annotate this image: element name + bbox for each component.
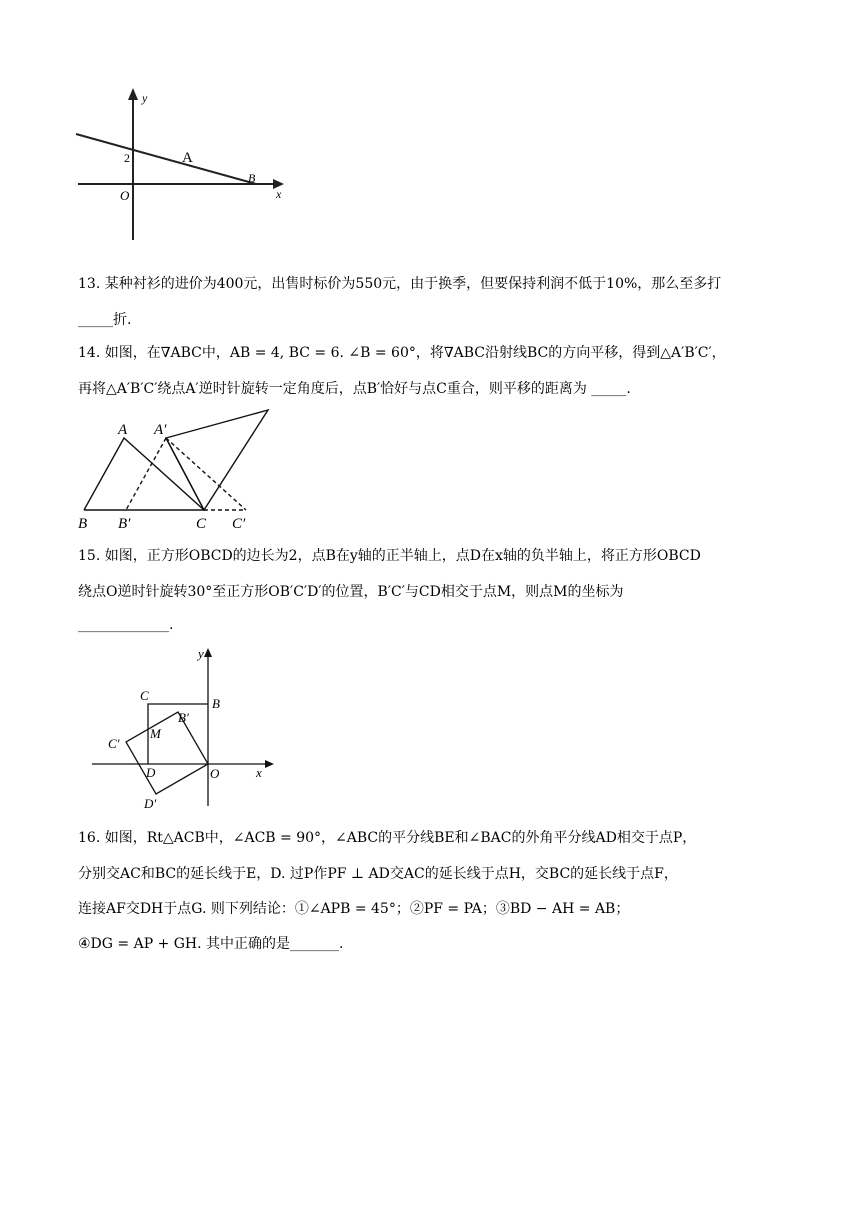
y-axis-arrow [204,648,212,657]
label-o: O [120,188,130,203]
q14-line1: 14. 如图，在∇ABC中，AB = 4, BC = 6. ∠B = 60°，将∇ABC沿射线BC的方向平移，得到△A′B′C′， [78,345,726,361]
label-b: B [248,171,256,185]
label-x: x [276,187,282,201]
label-c: C [196,516,207,532]
q14-line2: 再将△A′B′C′绕点A′逆时针旋转一定角度后，点B′恰好与点C重合，则平移的距离为 _____. [78,381,631,397]
q16-line4: ④DG = AP + GH. 其中正确的是_______. [78,936,344,952]
label-a: A [118,422,128,438]
figure-rotated-square [88,644,278,814]
line-a [76,134,256,184]
label-a: A [182,150,193,166]
line-a-prime-b-prime-dashed [126,438,166,510]
line-a-prime-c-prime-dashed [166,438,246,510]
label-c-prime: C′ [232,516,246,532]
q13-line1: 13. 某种衬衫的进价为400元，出售时标价为550元，由于换季，但要保持利润不低于10%，那么至多打 [78,276,722,292]
label-d: D [146,765,156,780]
label-a-prime: A′ [154,422,167,438]
label-m: M [150,726,161,741]
label-o: O [210,766,220,781]
q15-line2: 绕点O逆时针旋转30°至正方形OB′C′D′的位置，B′C′与CD相交于点M，则点M的坐标为 [78,584,624,600]
label-x: x [256,765,262,780]
triangle-abc [84,438,204,510]
q15-line3: _____________. [78,617,174,633]
label-b: B [212,696,220,711]
y-axis-arrow [128,88,138,100]
label-d-prime: D′ [144,796,157,811]
q16-line2: 分别交AC和BC的延长线于E，D. 过P作PF ⊥ AD交AC的延长线于点H，交BC的延长线于点F， [78,866,678,882]
q16-line1: 16. 如图，Rt△ACB中，∠ACB = 90°，∠ABC的平分线BE和∠BAC的外角平分线AD相交于点P， [78,830,697,846]
label-b: B [78,516,88,532]
q15-line1: 15. 如图，正方形OBCD的边长为2，点B在y轴的正半轴上，点D在x轴的负半轴上，将正方形OBCD [78,548,701,564]
triangle-rotated [166,410,268,510]
figure-triangle-translation [74,406,284,536]
square-ob-prime-c-prime-d-prime [126,712,208,794]
q13-line2: _____折. [78,312,132,328]
figure-line-graph [70,86,290,246]
x-axis-arrow [265,760,274,768]
label-c-prime: C′ [108,736,120,751]
label-b-prime: B′ [178,710,189,725]
label-b-prime: B′ [118,516,131,532]
label-y: y [142,91,148,105]
label-2: 2 [124,151,130,165]
label-y: y [198,646,204,661]
q16-line3: 连接AF交DH于点G. 则下列结论：①∠APB = 45°；②PF = PA；③BD − AH = AB； [78,901,630,917]
label-c: C [140,688,149,703]
